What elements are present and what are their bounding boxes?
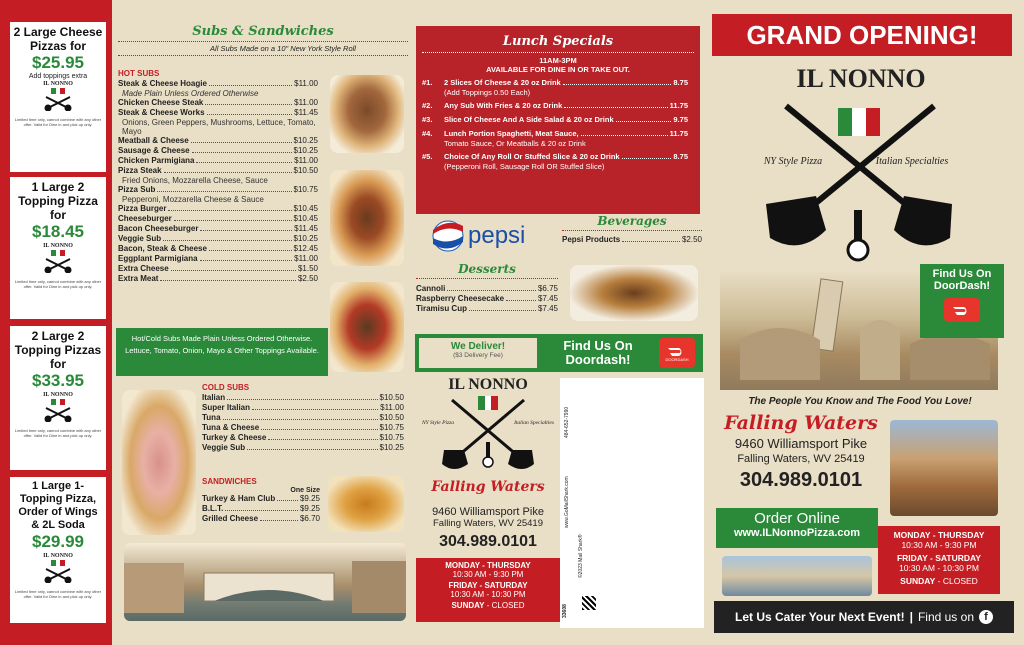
hot-sub-row: Steak & Cheese Hoagie $11.00: [118, 79, 318, 88]
desserts-section: [416, 262, 558, 314]
pizza-peel-icon: [43, 567, 73, 583]
find-us-facebook-label: Find us on: [917, 610, 974, 624]
order-online-box[interactable]: [716, 508, 878, 548]
pepsi-globe-icon: [432, 220, 464, 252]
pizza-sub-image: [330, 282, 404, 372]
beverages-title: Beverages: [597, 214, 667, 228]
doordash-icon: [667, 345, 687, 357]
cold-sub-row: Veggie Sub $10.25: [202, 443, 404, 452]
sandwiches-heading: SANDWICHES: [202, 477, 257, 486]
right-phone[interactable]: 304.989.0101: [739, 469, 863, 491]
lunch-availability: AVAILABLE FOR DINE IN OR TAKE OUT.: [486, 65, 630, 74]
hot-sub-row: Sausage & Cheese $10.25: [118, 146, 318, 155]
cold-sub-row: Super Italian $11.00: [202, 403, 404, 412]
sandwich-size-label: One Size: [290, 487, 320, 494]
italian-specialties-label: Italian Specialties: [514, 420, 554, 426]
pizza-peel-icon: [43, 406, 73, 422]
bridge-illustration: [124, 543, 406, 621]
right-logo: [730, 64, 992, 94]
cold-sub-image: [122, 390, 196, 535]
doordash-logo: DOORDASH: [659, 338, 695, 368]
lunch-special-row: #2. Any Sub With Fries & 20 oz Drink 11.75: [422, 101, 688, 110]
facebook-icon[interactable]: f: [979, 610, 993, 624]
cold-sub-row: Tuna $10.50: [202, 413, 404, 422]
hot-sub-row: Eggplant Parmigiana $11.00: [118, 254, 318, 263]
doordash-icon: [952, 304, 972, 316]
right-doordash-box[interactable]: [920, 264, 1004, 338]
right-hours-box: MONDAY - THURSDAY 10:30 AM - 9:30 PM FRIDAY - SATURDAY 10:30 AM - 10:30 PM SUNDAY - CLOSED: [878, 526, 1000, 594]
cold-sub-row: Italian $10.50: [202, 393, 404, 402]
sandwich-row: B.L.T. $9.25: [202, 504, 320, 513]
hot-subs-heading: HOT SUBS: [118, 69, 160, 78]
mid-phone[interactable]: 304.989.0101: [439, 533, 537, 550]
italy-flag-icon: [51, 399, 65, 405]
venice-bridge-image: [124, 543, 406, 621]
hot-sub-desc: Fried Onions, Mozzarella Cheese, Sauce: [122, 176, 268, 185]
tagline: The People You Know and The Food You Love!: [748, 396, 972, 407]
italian-ruins-image: [890, 420, 998, 516]
coupon-4[interactable]: 1 Large 1-Topping Pizza, Order of Wings & 2L Soda $29.99 IL NONNO Limited time only, cannot combine with any other offer. Valid for Dine in and pick up only.: [10, 477, 106, 623]
lunch-special-row: #1. 2 Slices Of Cheese & 20 oz Drink 8.75: [422, 78, 688, 87]
hot-sub-row: Meatball & Cheese $10.25: [118, 136, 318, 145]
pizza-peel-icon: [43, 95, 73, 111]
lunch-hours: 11AM-3PM: [539, 56, 577, 65]
dessert-row: Cannoli $6.75: [416, 284, 558, 293]
hot-sub-row: Pizza Sub $10.75: [118, 185, 318, 194]
lunch-special-desc: Tomato Sauce, Or Meatballs & 20 oz Drink: [444, 139, 586, 148]
hot-sub-row: Steak & Cheese Works $11.45: [118, 108, 318, 117]
mid-address-text: 9460 Williamsport Pike Falling Waters, WV 25419 304.989.0101: [414, 506, 562, 551]
mailing-panel: ©2023 Mail Shark® www.GoMailShark.com 484-652-7990 33608: [560, 378, 704, 628]
cold-subs-list: [202, 382, 404, 453]
lunch-special-row: #4. Lunch Portion Spaghetti, Meat Sauce, 11.75: [422, 129, 688, 138]
hot-subs-list: [118, 68, 318, 284]
hot-sub-desc: Made Plain Unless Ordered Otherwise: [122, 89, 259, 98]
lunch-specials-panel: [416, 26, 700, 214]
coupon-3[interactable]: 2 Large 2 Topping Pizzas for $33.95 IL NONNO Limited time only, cannot combine with any other offer. Valid for Dine in and pick up only.: [10, 326, 106, 470]
hot-sub-row: Extra Meat $2.50: [118, 274, 318, 283]
we-deliver-label: We Deliver!: [450, 341, 506, 352]
mid-hours-box: MONDAY - THURSDAY 10:30 AM - 9:30 PM FRIDAY - SATURDAY 10:30 AM - 10:30 PM SUNDAY - CLOSED: [416, 558, 560, 622]
mid-logo-text: IL NONNO: [448, 376, 528, 393]
toppings-note: Hot/Cold Subs Made Plain Unless Ordered Otherwise. Lettuce, Tomato, Onion, Mayo & Other Toppings Available.: [116, 328, 328, 376]
cold-subs-heading: COLD SUBS: [202, 383, 250, 392]
hot-sub-row: Cheeseburger $10.45: [118, 214, 318, 223]
mail-shark-copyright: ©2023 Mail Shark®: [578, 534, 584, 578]
hot-sub-row: Chicken Parmigiana $11.00: [118, 156, 318, 165]
cannoli-image: [570, 265, 698, 321]
delivery-fee: ($3 Delivery Fee): [453, 352, 503, 359]
italy-flag-icon: [51, 250, 65, 256]
grilled-cheese-image: [328, 476, 404, 532]
hot-sub-row: Extra Cheese $1.50: [118, 264, 318, 273]
hot-sub-row: Chicken Cheese Steak $11.00: [118, 98, 318, 107]
lunch-special-desc: (Pepperoni Roll, Sausage Roll OR Stuffed Slice): [444, 162, 605, 171]
lunch-title: Lunch Specials: [502, 34, 614, 49]
hot-sub-desc: Onions, Green Peppers, Mushrooms, Lettuce, Tomato, Mayo: [122, 118, 316, 136]
dessert-row: Tiramisu Cup $7.45: [416, 304, 558, 313]
venice-skyline-image: [722, 556, 872, 596]
delivery-banner[interactable]: [415, 334, 703, 372]
right-ny-style-label: NY Style Pizza: [763, 156, 823, 167]
beverage-row: Pepsi Products $2.50: [562, 235, 702, 244]
sandwich-row: Turkey & Ham Club $9.25: [202, 494, 320, 503]
coupon-2[interactable]: 1 Large 2 Topping Pizza for $18.45 IL NONNO Limited time only, cannot combine with any other offer. Valid for Dine in and pick up only.: [10, 177, 106, 319]
website-link[interactable]: www.ILNonnoPizza.com: [733, 527, 861, 539]
mid-town-script: Falling Waters: [431, 479, 545, 495]
steak-hoagie-image: [330, 75, 404, 153]
order-online-label: Order Online: [754, 510, 840, 527]
hot-sub-row: Bacon, Steak & Cheese $12.45: [118, 244, 318, 253]
right-address-block: Falling Waters 9460 Williamsport Pike Falling Waters, WV 25419 304.989.0101: [716, 412, 886, 492]
subs-subtitle: All Subs Made on a 10" New York Style Roll: [210, 44, 356, 53]
right-town-script: Falling Waters: [724, 412, 878, 434]
lunch-special-row: #3. Slice Of Cheese And A Side Salad & 20 oz Drink 9.75: [422, 115, 688, 124]
pepsi-logo: pepsi: [432, 218, 552, 254]
hot-sub-row: Pizza Steak $10.50: [118, 166, 318, 175]
lunch-special-desc: (Add Toppings 0.50 Each): [444, 88, 531, 97]
cold-sub-row: Turkey & Cheese $10.75: [202, 433, 404, 442]
cater-label: Let Us Cater Your Next Event!: [734, 610, 905, 624]
sandwich-row: Grilled Cheese $6.70: [202, 514, 320, 523]
qr-code: [582, 596, 596, 610]
grand-opening-banner: GRAND OPENING!: [712, 14, 1012, 56]
cater-footer: Let Us Cater Your Next Event! | Find us on f: [714, 601, 1014, 633]
subs-panel: [118, 24, 408, 60]
sandwiches-list: [202, 476, 320, 524]
right-logo-text: IL NONNO: [796, 64, 926, 93]
hot-sub-desc: Pepperoni, Mozzarella Cheese & Sauce: [122, 195, 264, 204]
italy-flag-icon: [51, 560, 65, 566]
desserts-title: Desserts: [458, 262, 516, 276]
mid-address-block: [418, 376, 558, 495]
cold-sub-row: Tuna & Cheese $10.75: [202, 423, 404, 432]
right-find-doordash-label: Find Us On DoorDash!: [932, 268, 992, 292]
italy-flag-icon: [51, 88, 65, 94]
coupon-1[interactable]: 2 Large Cheese Pizzas for $25.95 Add toppings extra IL NONNO Limited time only, cannot combine with any other offer. Valid for Dine in and pick up only.: [10, 22, 106, 172]
ny-style-label: NY Style Pizza: [421, 420, 455, 426]
meatball-sub-image: [330, 170, 404, 266]
pizza-peel-icon: [43, 257, 73, 273]
hot-sub-row: Bacon Cheeseburger $11.45: [118, 224, 318, 233]
right-italian-specialties-label: Italian Specialties: [875, 156, 949, 167]
right-doordash-logo: [944, 298, 980, 322]
find-doordash-label: Find Us On Doordash!: [563, 338, 633, 367]
dessert-row: Raspberry Cheesecake $7.45: [416, 294, 558, 303]
coupon-column: [0, 0, 112, 645]
right-crossed-peels-icon: [760, 96, 960, 266]
hot-sub-row: Pizza Burger $10.45: [118, 204, 318, 213]
subs-title: Subs & Sandwiches: [192, 24, 334, 39]
beverages-section: [562, 214, 702, 245]
lunch-special-row: #5. Choice Of Any Roll Or Stuffed Slice & 20 oz Drink 8.75: [422, 152, 688, 161]
crossed-peels-icon: [438, 394, 538, 474]
hot-sub-row: Veggie Sub $10.25: [118, 234, 318, 243]
